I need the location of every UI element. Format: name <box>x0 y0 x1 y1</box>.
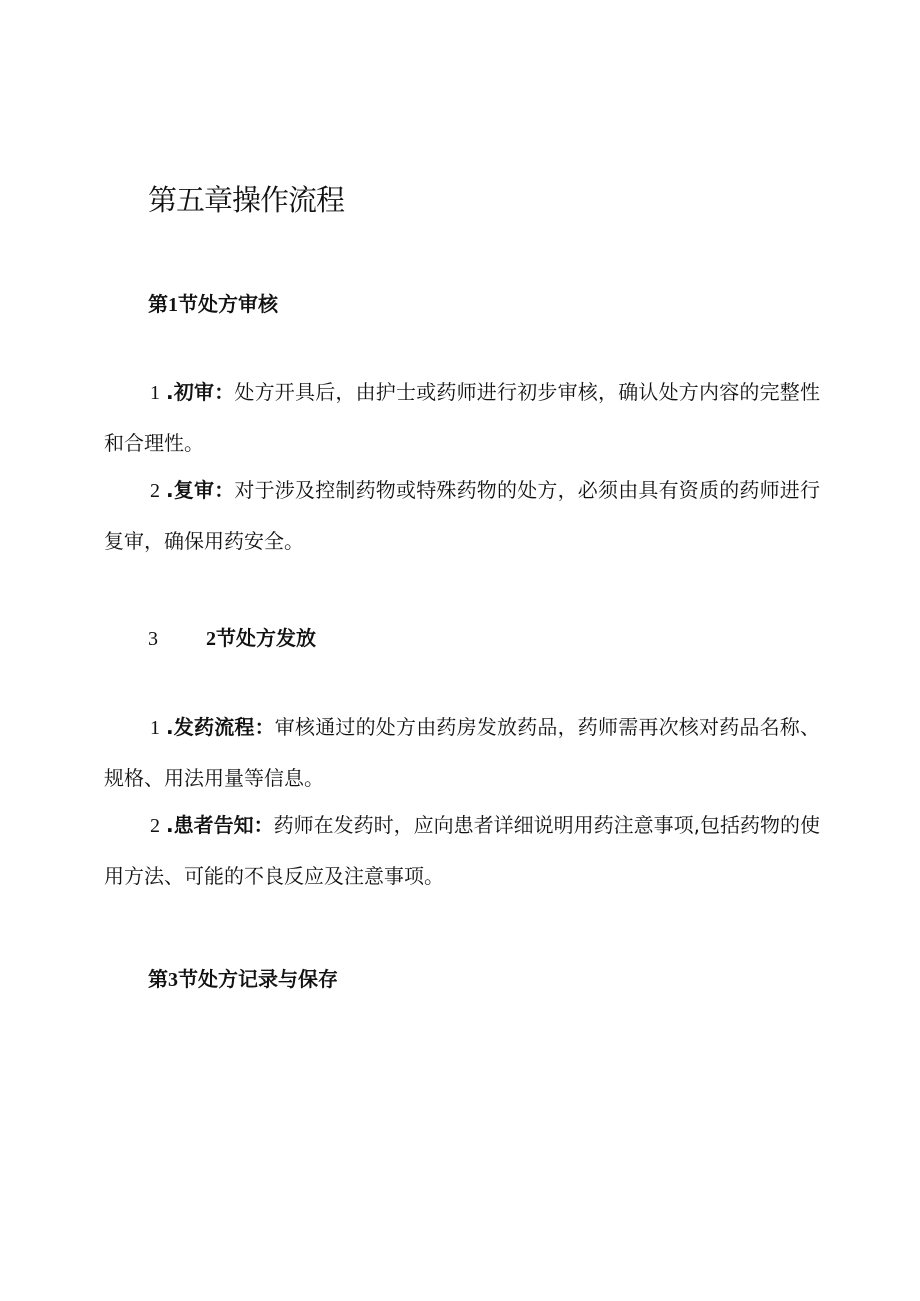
section-title-3 <box>148 963 338 992</box>
item-term: .发药流程： <box>166 715 275 739</box>
item-text: 对于涉及控制药物或特殊药物的处方，必须由具有资质的药师进行复审，确保用药安全。 <box>104 478 820 553</box>
item-text: 处方开具后，由护士或药师进行初步审核，确认处方内容的完整性和合理性。 <box>104 380 820 455</box>
section-title-2 <box>148 622 316 651</box>
item-text: 药师在发药时，应向患者详细说明用药注意事项,包括药物的使用方法、可能的不良反应及注意事项。 <box>104 813 820 888</box>
section-suffix: 节处方记录与保存 <box>178 967 338 991</box>
item-number: 1 <box>150 717 166 739</box>
item-number: 1 <box>150 382 166 404</box>
section-prefix: 第 <box>148 967 168 991</box>
list-item-patient-notification <box>104 800 820 901</box>
item-number: 2 <box>150 815 166 837</box>
list-item-initial-review <box>104 367 820 468</box>
section-lead-number: 3 <box>148 628 158 650</box>
section-prefix: 第 <box>148 292 168 316</box>
section-number: 2 <box>206 628 216 650</box>
item-term: .复审： <box>166 478 235 502</box>
item-term: .初审： <box>166 380 235 404</box>
section-number: 3 <box>168 969 178 991</box>
section-suffix: 节处方发放 <box>216 626 316 650</box>
item-term: .患者告知： <box>166 813 274 837</box>
item-text: 审核通过的处方由药房发放药品，药师需再次核对药品名称、规格、用法用量等信息。 <box>104 715 820 790</box>
list-item-second-review <box>104 465 820 566</box>
section-number: 1 <box>168 294 178 316</box>
chapter-title: 第五章操作流程 <box>148 183 345 217</box>
list-item-dispensing-process <box>104 702 820 803</box>
section-suffix: 节处方审核 <box>178 292 278 316</box>
item-number: 2 <box>150 480 166 502</box>
section-title-1 <box>148 288 278 317</box>
